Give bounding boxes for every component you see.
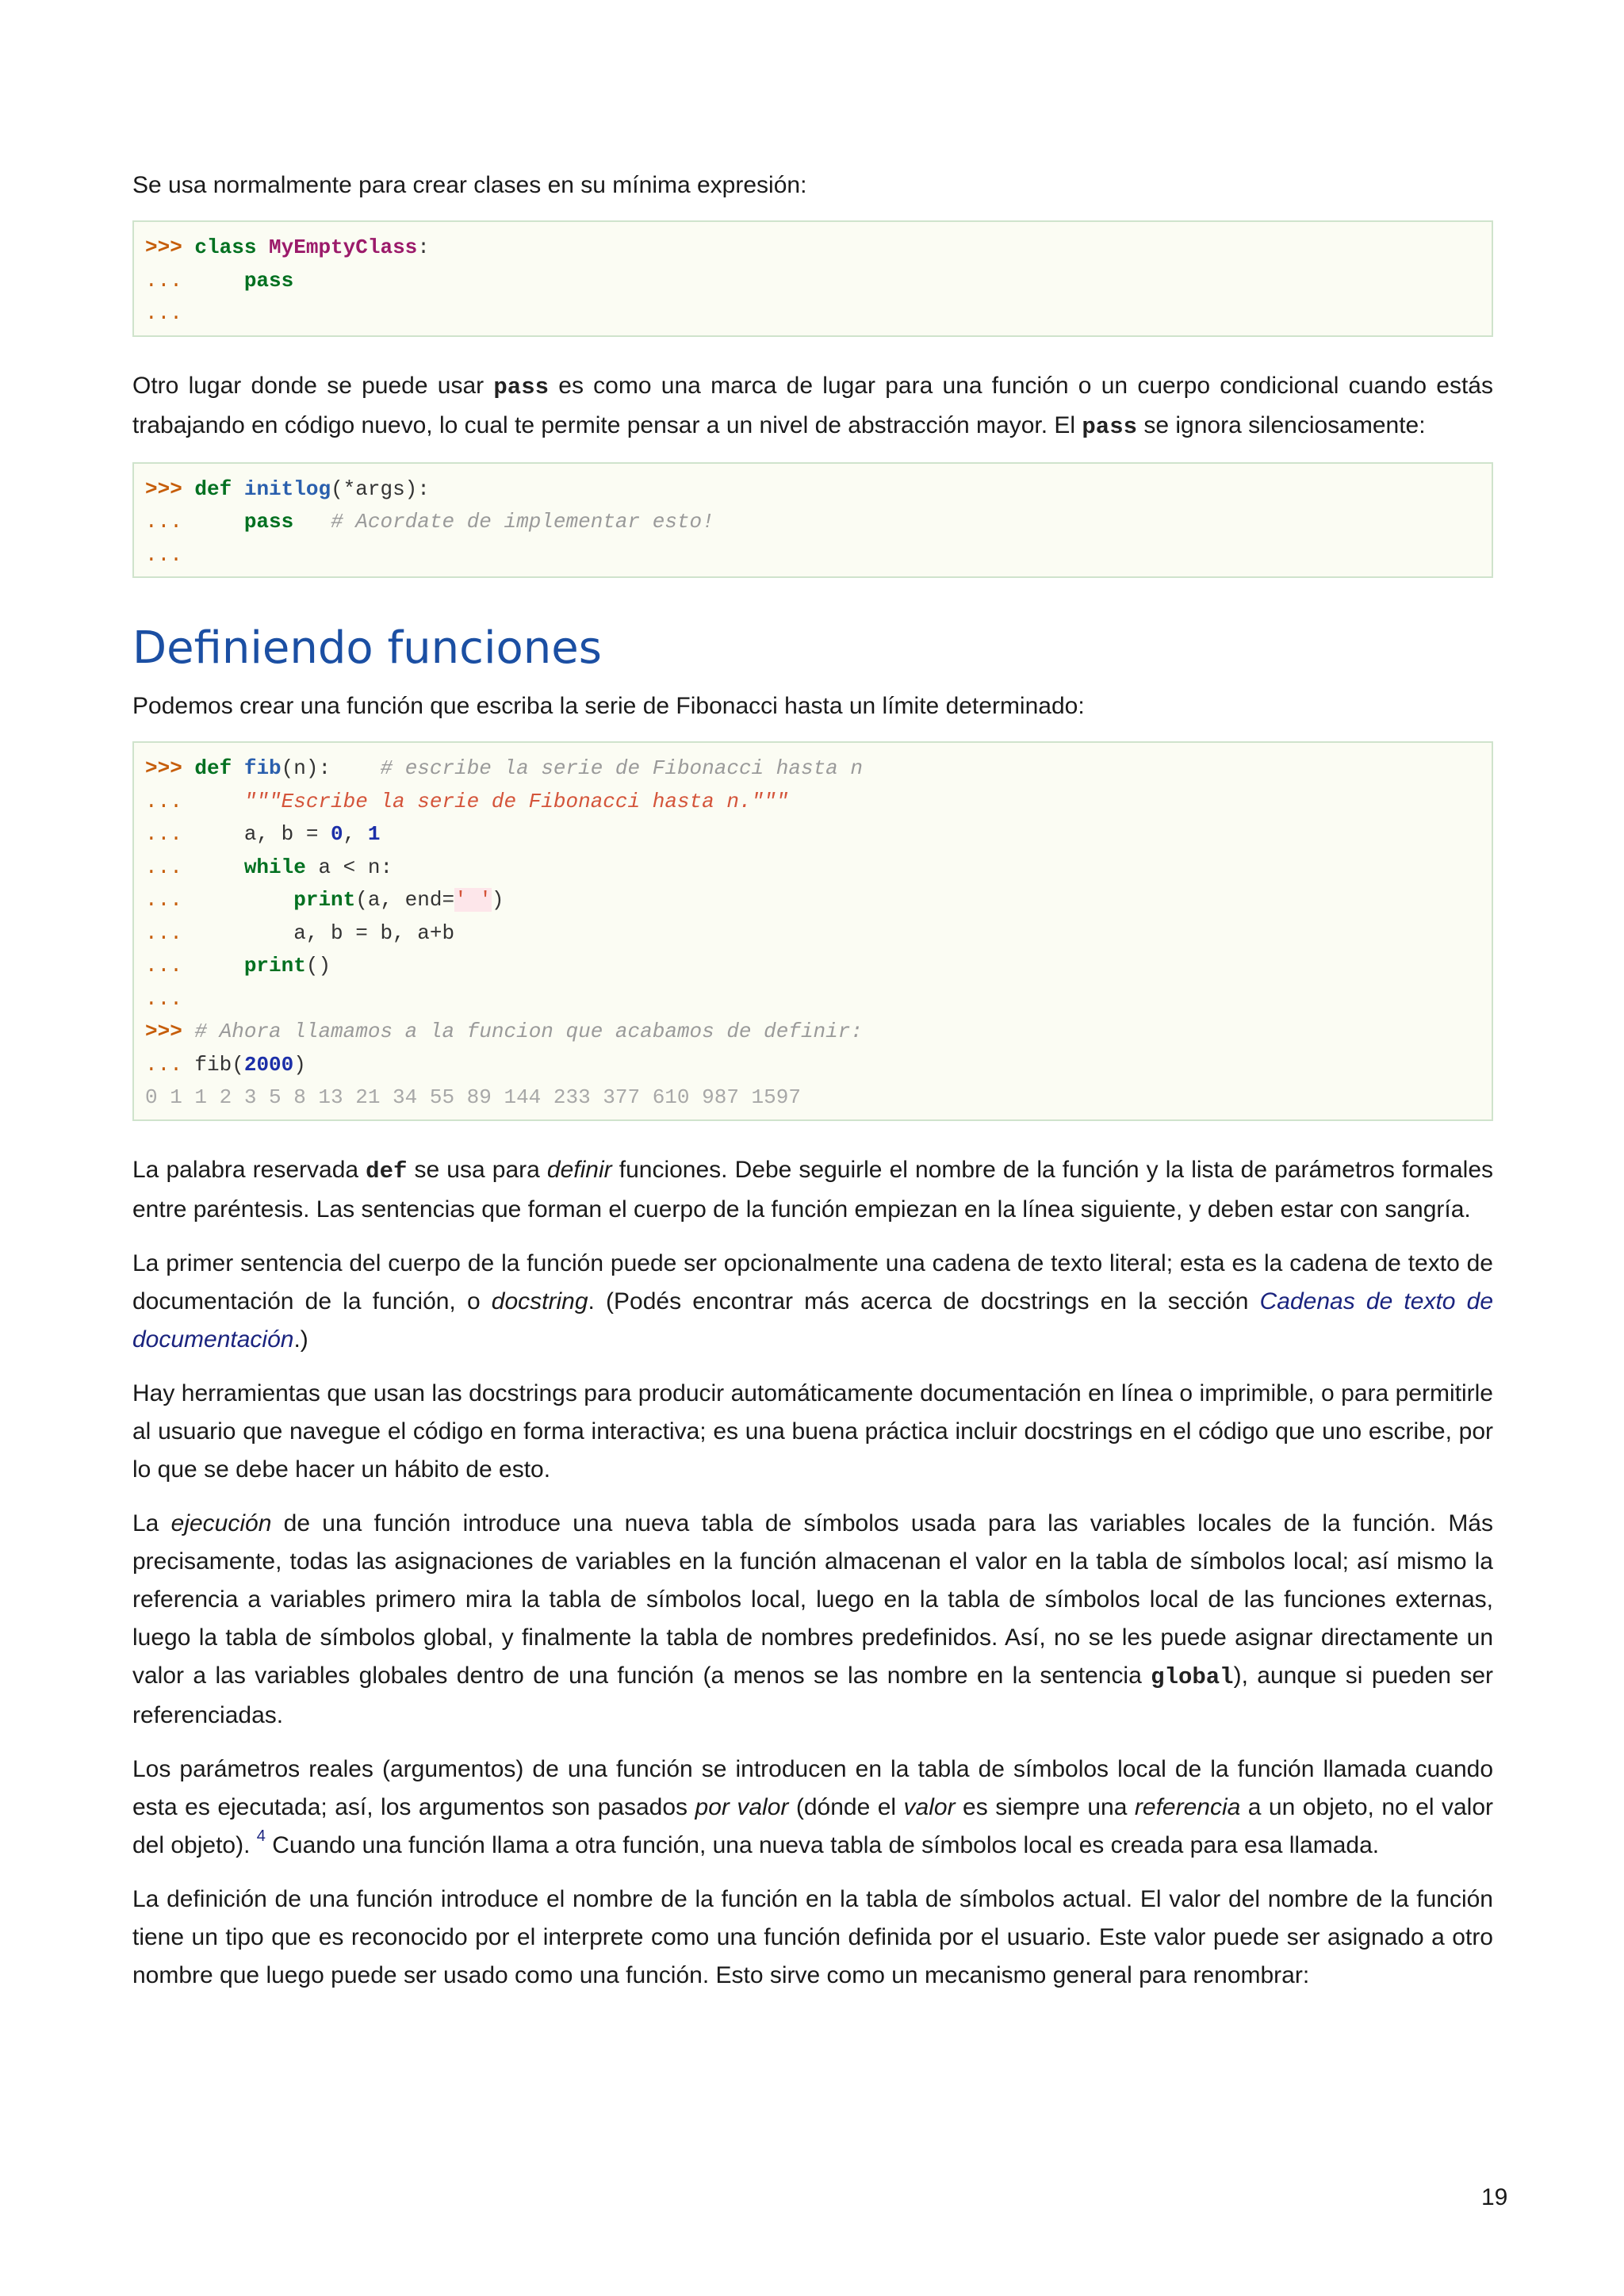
code-token: ' ' <box>454 888 492 912</box>
code-line <box>145 297 1480 331</box>
code-line <box>145 1016 1480 1049</box>
code-token: pass <box>243 268 294 293</box>
code-token: 0 <box>331 822 343 846</box>
code-token: # escribe la serie de Fibonacci hasta n <box>380 756 863 780</box>
code-line <box>145 506 1480 539</box>
code-line <box>145 786 1480 819</box>
code-token: , <box>343 822 368 846</box>
code-token: pass <box>243 510 294 534</box>
code-line <box>145 232 1480 265</box>
page-content <box>132 166 1493 2011</box>
code-line <box>145 752 1480 786</box>
code-token: ... <box>145 268 244 293</box>
code-block-initlog <box>132 462 1493 579</box>
code-token: >>> <box>145 1020 195 1043</box>
code-line <box>145 917 1480 951</box>
code-token: >>> <box>145 756 195 780</box>
code-token: def <box>194 476 244 501</box>
execution-paragraph: La ejecución de una función introduce una nueva tabla de símbolos usada para las variables locales de la función. Más precisamente, todas las asignaciones de variables en la función almacenan el valor en la tabla de símbolos local; así mismo la referencia a variables primero mira la tabla de símbolos local, luego en la tabla de símbolos local de las funciones externas, luego la tabla de símbolos global, y finalmente la tabla de nombres predefinidos. Así, no se les puede asignar directamente un valor a las variables globales dentro de una función (a menos se las nombre en la sentencia global), aunque si pueden ser referenciadas. <box>132 1510 1493 1728</box>
code-token: () <box>305 954 331 978</box>
code-token: while <box>243 855 306 879</box>
inline-code-def: def <box>366 1158 408 1184</box>
section-heading: Definiendo funciones <box>132 622 602 674</box>
code-token: ) <box>491 888 504 912</box>
definition-paragraph: La definición de una función introduce el nombre de la función en la tabla de símbolos actual. El valor del nombre de la función tiene un tipo que es reconocido por el interprete como una función definida por el usuario. Este valor puede ser asignado a otro nombre que luego puede ser usado como una función. Esto sirve como un mecanismo general para renombrar: <box>132 1885 1493 1988</box>
code-token: ... <box>145 954 244 978</box>
code-line <box>145 851 1480 885</box>
code-token: class <box>194 235 270 259</box>
code-token: : <box>417 235 430 259</box>
code-token: ... <box>145 542 182 567</box>
docstrings-link[interactable]: Cadenas de texto de documentación <box>132 1288 1494 1353</box>
code-token: print <box>243 954 306 978</box>
code-line <box>145 1081 1480 1115</box>
inline-code-global: global <box>1151 1663 1234 1690</box>
def-paragraph: La palabra reservada def se usa para definir funciones. Debe seguirle el nombre de la función y la lista de parámetros formales entre paréntesis. Las sentencias que forman el cuerpo de la función empiezan en la línea siguiente, y deben estar con sangría. <box>132 1156 1494 1223</box>
tools-paragraph: Hay herramientas que usan las docstrings para producir automáticamente documentación en línea o imprimible, o para permitirle al usuario que navegue el código en forma interactiva; es una buena práctica incluir docstrings en el código que uno escribe, por lo que se debe hacer un hábito de esto. <box>132 1380 1493 1483</box>
code-token: 1 <box>367 822 381 846</box>
code-line <box>145 473 1480 507</box>
code-line <box>145 950 1480 983</box>
code-token: """Escribe la serie de Fibonacci hasta n.""" <box>243 789 789 813</box>
code-block-myemptyclass <box>132 220 1493 337</box>
code-token: ... <box>145 986 182 1011</box>
code-block-fib <box>132 741 1493 1121</box>
code-token: ... <box>145 301 182 325</box>
docstring-paragraph: La primer sentencia del cuerpo de la función puede ser opcionalmente una cadena de texto literal; esta es la cadena de texto de documentación de la función, o docstring. (Podés encontrar más acerca de docstrings en la sección Cadenas de texto de documentación.) <box>132 1249 1494 1353</box>
fib-intro-paragraph: Podemos crear una función que escriba la serie de Fibonacci hasta un límite determinado: <box>132 693 1085 719</box>
code-token: ... <box>145 920 294 945</box>
code-token: ... <box>145 855 244 879</box>
code-token: ... <box>145 1052 195 1077</box>
code-token: >>> <box>145 235 195 259</box>
code-token: (a, end= <box>355 888 455 912</box>
inline-code-pass: pass <box>1082 413 1138 440</box>
code-token: 2000 <box>243 1052 294 1077</box>
footnote-ref[interactable]: 4 <box>256 1827 266 1845</box>
intro-paragraph: Se usa normalmente para crear clases en su mínima expresión: <box>132 172 807 198</box>
code-token: print <box>293 888 356 912</box>
code-token: # Ahora llamamos a la funcion que acabamos de definir: <box>194 1020 863 1043</box>
code-token: fib( <box>194 1052 244 1077</box>
code-token: a, b = <box>243 822 331 846</box>
code-token: (n): <box>281 756 381 780</box>
code-token: ... <box>145 510 244 534</box>
code-token: fib <box>243 756 282 780</box>
code-token: >>> <box>145 476 195 501</box>
code-token: 0 1 1 2 3 5 8 13 21 34 55 89 144 233 377 610 987 1597 <box>145 1085 801 1109</box>
pass-paragraph: Otro lugar donde se puede usar pass es como una marca de lugar para una función o un cuerpo condicional cuando estás trabajando en código nuevo, lo cual te permite pensar a un nivel de abstracción mayor. El pass se ignora silenciosamente: <box>132 372 1493 440</box>
code-token: MyEmptyClass <box>269 235 418 259</box>
code-token: ... <box>145 888 294 912</box>
code-line <box>145 818 1480 851</box>
code-line <box>145 539 1480 572</box>
code-token: ... <box>145 789 244 813</box>
page-number: 19 <box>1481 2184 1508 2210</box>
code-line <box>145 884 1480 917</box>
code-token: initlog <box>243 476 331 501</box>
inline-code-pass: pass <box>493 373 550 400</box>
code-token: (*args): <box>331 476 430 501</box>
code-token <box>293 510 331 534</box>
code-line <box>145 983 1480 1016</box>
code-line <box>145 265 1480 298</box>
code-token: # Acordate de implementar esto! <box>331 510 714 534</box>
code-token: ... <box>145 822 244 846</box>
code-token: a, b = b, a+b <box>293 920 455 945</box>
code-token: def <box>194 756 244 780</box>
code-token: ) <box>293 1052 306 1077</box>
arguments-paragraph: Los parámetros reales (argumentos) de una función se introducen en la tabla de símbolos local de la función llamada cuando esta es ejecutada; así, los argumentos son pasados por valor (dónde el valor es siempre una referencia a un objeto, no el valor del objeto). $^4$ Cuando una función llama a otra función, una nueva tabla de símbolos local es creada para esa llamada. <box>132 1755 1493 1858</box>
code-line <box>145 1049 1480 1082</box>
code-token: a < n: <box>305 855 393 879</box>
